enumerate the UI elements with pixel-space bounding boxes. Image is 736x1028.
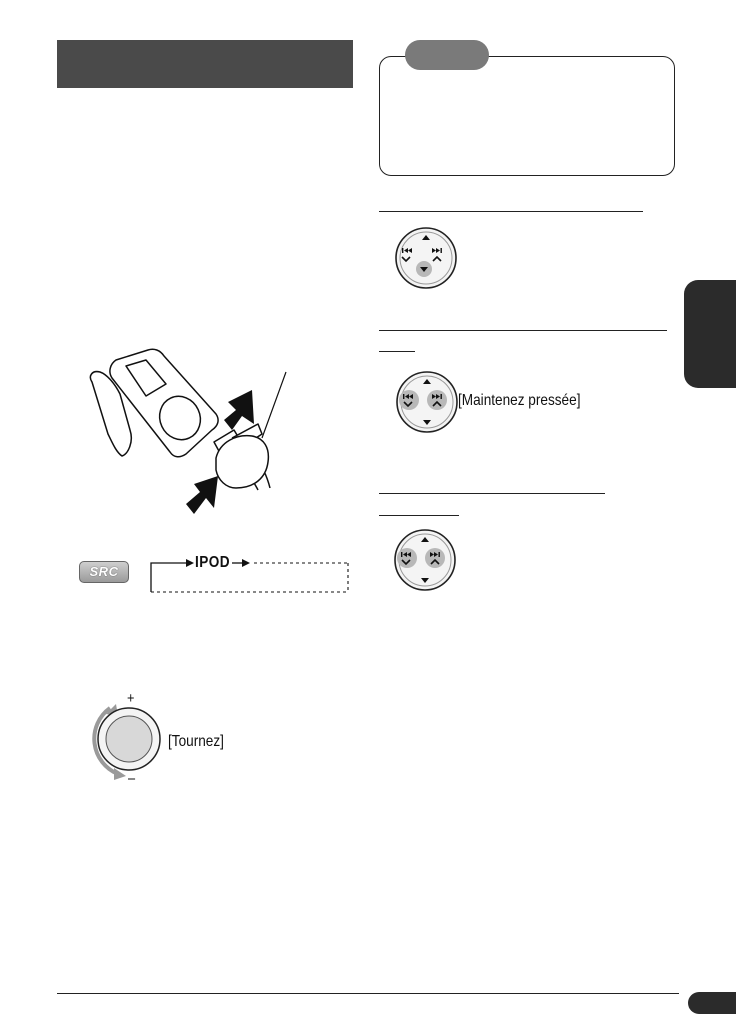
push-arrow-top-icon — [224, 390, 254, 430]
step-rule-2b — [379, 351, 415, 352]
footer-rule — [57, 993, 679, 994]
turn-instruction: [Tournez] — [168, 733, 224, 750]
control-pad-left-right-hold[interactable] — [395, 370, 459, 434]
step-rule-3 — [379, 493, 605, 494]
section-title-bar — [57, 40, 353, 88]
ipod-connection-illustration — [86, 338, 302, 516]
plus-sign: + — [127, 690, 135, 707]
note-box — [379, 56, 675, 176]
language-side-tab — [684, 280, 736, 388]
control-pad-down[interactable] — [394, 226, 458, 290]
hold-instruction: [Maintenez pressée] — [458, 392, 581, 409]
minus-sign: – — [128, 770, 136, 787]
step-rule-2 — [379, 330, 667, 331]
src-button[interactable]: SRC — [79, 561, 129, 583]
step-rule-3b — [379, 515, 459, 516]
page-number-tab — [688, 992, 736, 1014]
control-pad-left-right[interactable] — [393, 528, 457, 592]
push-arrow-bottom-icon — [186, 476, 218, 514]
source-flow-diagram — [150, 552, 350, 594]
ipod-source-label: IPOD — [195, 554, 230, 571]
callout-line — [262, 372, 286, 438]
note-tab — [405, 40, 489, 70]
right-hand — [216, 436, 268, 488]
step-rule-1 — [379, 211, 643, 212]
